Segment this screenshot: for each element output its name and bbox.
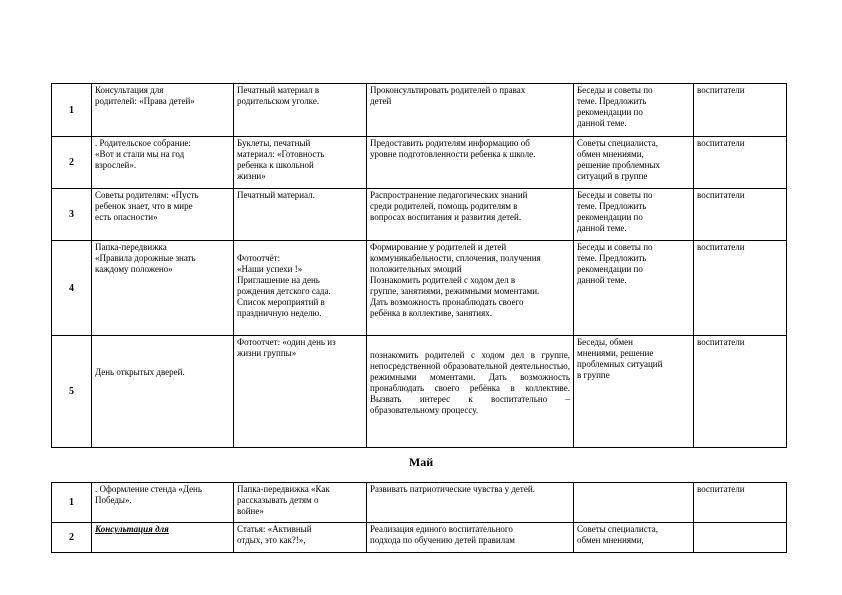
row-number: 1 bbox=[52, 84, 92, 137]
form-cell bbox=[574, 189, 694, 241]
goal-cell bbox=[367, 241, 574, 336]
responsible-cell: воспитатели bbox=[694, 483, 787, 523]
goal-cell-line: Формирование у родителей и детей bbox=[370, 242, 507, 252]
may-plan-table bbox=[51, 482, 787, 553]
form-cell bbox=[574, 84, 694, 137]
table-row bbox=[52, 137, 787, 189]
event-cell bbox=[92, 336, 234, 448]
goal-cell-line: Предоставить родителям информацию об bbox=[370, 138, 530, 148]
material-cell-line: отдых, это как?!», bbox=[237, 535, 306, 545]
material-cell-line: Печатный материал в bbox=[237, 85, 320, 95]
material-cell-line: рассказывать детям о bbox=[237, 495, 319, 505]
material-cell-line: жизни» bbox=[237, 171, 266, 181]
goal-cell: познакомить родителей с ходом дел в группе, непосредственной образовательной деятельностью, режимными моментами. Дать возможность пронаблюдать своего ребёнка в коллективе. Вызвать интерес к воспитательно – образовательному процессу. bbox=[367, 336, 574, 448]
event-cell-line: Папка-передвижка bbox=[95, 242, 167, 252]
form-cell-line: Беседы и советы по bbox=[577, 85, 653, 95]
event-cell-line: . Родительское собрание: bbox=[95, 138, 191, 148]
form-cell-line: мнениями, решение bbox=[577, 348, 654, 358]
event-cell-line: Победы». bbox=[95, 495, 132, 505]
goal-cell-line: коммуникабельности, сплочения, получения bbox=[370, 253, 541, 263]
goal-cell-line: положительных эмоций bbox=[370, 264, 462, 274]
goal-cell bbox=[367, 523, 574, 553]
goal-cell bbox=[367, 84, 574, 137]
form-cell bbox=[574, 336, 694, 448]
row-number: 3 bbox=[52, 189, 92, 241]
event-cell bbox=[92, 189, 234, 241]
responsible-cell: воспитатели bbox=[694, 137, 787, 189]
goal-cell-line: уровне подготовленности ребенка к школе. bbox=[370, 149, 536, 159]
goal-cell-line: Развивать патриотические чувства у детей. bbox=[370, 484, 535, 494]
goal-cell-line: ребёнка в коллективе, занятиях. bbox=[370, 308, 492, 318]
material-cell bbox=[234, 189, 367, 241]
form-cell bbox=[574, 523, 694, 553]
event-cell bbox=[92, 523, 234, 553]
event-cell bbox=[92, 84, 234, 137]
event-cell bbox=[92, 483, 234, 523]
form-cell-line: рекомендации по bbox=[577, 212, 643, 222]
material-cell-line: Буклеты, печатный bbox=[237, 138, 311, 148]
goal-cell bbox=[367, 483, 574, 523]
form-cell bbox=[574, 137, 694, 189]
form-cell-line: теме. Предложить bbox=[577, 201, 647, 211]
material-cell-line: родительском уголке. bbox=[237, 96, 320, 106]
material-cell bbox=[234, 336, 367, 448]
material-cell-line: Фотоотчет: «один день из bbox=[237, 337, 336, 347]
responsible-cell: воспитатели bbox=[694, 336, 787, 448]
responsible-cell: воспитатели bbox=[694, 189, 787, 241]
material-cell bbox=[234, 483, 367, 523]
material-cell bbox=[234, 137, 367, 189]
form-cell-line: обмен мнениями, bbox=[577, 149, 644, 159]
row-number: 2 bbox=[52, 523, 92, 553]
event-cell-line: взрослей». bbox=[95, 160, 137, 170]
material-cell-line: Папка-передвижка «Как bbox=[237, 484, 330, 494]
plan-table bbox=[51, 83, 787, 448]
plan-table-body bbox=[52, 84, 787, 448]
goal-cell-line: детей bbox=[370, 96, 392, 106]
responsible-cell: воспитатели bbox=[694, 241, 787, 336]
form-cell bbox=[574, 483, 694, 523]
event-cell-line: «Вот и стали мы на год bbox=[95, 149, 185, 159]
form-cell-line: данной теме. bbox=[577, 118, 627, 128]
event-cell-line: каждому положено» bbox=[95, 264, 173, 274]
material-cell-line: ребенка к школьной bbox=[237, 160, 314, 170]
spacer bbox=[95, 275, 230, 286]
form-cell-line: данной теме. bbox=[577, 275, 627, 285]
form-cell-line: Советы специалиста, bbox=[577, 138, 659, 148]
form-cell-line: Беседы и советы по bbox=[577, 190, 653, 200]
form-cell-line: проблемных ситуаций bbox=[577, 359, 663, 369]
event-cell bbox=[92, 137, 234, 189]
material-cell bbox=[234, 523, 367, 553]
table-row bbox=[52, 241, 787, 336]
goal-cell bbox=[367, 189, 574, 241]
material-cell-line: Приглашение на день bbox=[237, 275, 320, 285]
form-cell-line: в группе bbox=[577, 370, 610, 380]
goal-cell-line: Распространение педагогических знаний bbox=[370, 190, 528, 200]
form-cell-line: ситуаций в группе bbox=[577, 171, 648, 181]
section-title: Май bbox=[408, 455, 434, 469]
event-cell-line: ребенок знает, что в мире bbox=[95, 201, 193, 211]
goal-cell-line: Дать возможность пронаблюдать своего bbox=[370, 297, 524, 307]
event-cell-line: Консультация для bbox=[95, 524, 169, 534]
event-cell-line: Советы родителям: «Пусть bbox=[95, 190, 199, 200]
form-cell-line: Беседы, обмен bbox=[577, 337, 633, 347]
material-cell-line: материал: «Готовность bbox=[237, 149, 325, 159]
goal-cell bbox=[367, 137, 574, 189]
responsible-cell bbox=[694, 523, 787, 553]
responsible-cell: воспитатели bbox=[694, 84, 787, 137]
goal-cell-line: подхода по обучению детей правилам bbox=[370, 535, 515, 545]
material-cell-line: Печатный материал. bbox=[237, 190, 315, 200]
material-cell-line: праздничную неделю. bbox=[237, 308, 322, 318]
goal-cell-line: среди родителей, помощь родителям в bbox=[370, 201, 518, 211]
form-cell-line: данной теме. bbox=[577, 223, 627, 233]
goal-cell-line: вопросах воспитания и развития детей. bbox=[370, 212, 522, 222]
material-cell bbox=[234, 241, 367, 336]
material-cell-line: рождения детского сада. bbox=[237, 286, 331, 296]
form-cell-line: обмен мнениями, bbox=[577, 535, 644, 545]
form-cell-line: теме. Предложить bbox=[577, 253, 647, 263]
table-row bbox=[52, 523, 787, 553]
goal-cell-line: группе, занятиями, режимными моментами. bbox=[370, 286, 540, 296]
table-row bbox=[52, 189, 787, 241]
form-cell-line: рекомендации по bbox=[577, 107, 643, 117]
event-cell-line: День открытых дверей. bbox=[95, 366, 185, 377]
material-cell-line: войне» bbox=[237, 506, 264, 516]
table-row bbox=[52, 336, 787, 448]
event-cell-line: «Правила дорожные знать bbox=[95, 253, 196, 263]
goal-cell-line: Проконсультировать родителей о правах bbox=[370, 85, 526, 95]
form-cell-line: теме. Предложить bbox=[577, 96, 647, 106]
form-cell-line: Советы специалиста, bbox=[577, 524, 659, 534]
event-cell-line: . Оформление стенда «День bbox=[95, 484, 202, 494]
event-cell bbox=[92, 241, 234, 336]
material-cell-line: Статья: «Активный bbox=[237, 524, 312, 534]
form-cell bbox=[574, 241, 694, 336]
form-cell-line: Беседы и советы по bbox=[577, 242, 653, 252]
goal-cell-line: Познакомить родителей с ходом дел в bbox=[370, 275, 516, 285]
row-number: 4 bbox=[52, 241, 92, 336]
form-cell-line: решение проблемных bbox=[577, 160, 661, 170]
may-plan-table-body bbox=[52, 483, 787, 553]
goal-cell-line: Реализация единого воспитательного bbox=[370, 524, 513, 534]
material-cell-line: Список мероприятий в bbox=[237, 297, 325, 307]
material-cell-line: «Наши успехи !» bbox=[237, 264, 303, 274]
material-cell-line: Фотоотчёт: bbox=[237, 253, 281, 263]
spacer bbox=[237, 242, 363, 253]
table-row bbox=[52, 483, 787, 523]
material-cell bbox=[234, 84, 367, 137]
table-row bbox=[52, 84, 787, 137]
row-number: 2 bbox=[52, 137, 92, 189]
event-cell-line: есть опасности» bbox=[95, 212, 158, 222]
row-number: 5 bbox=[52, 336, 92, 448]
event-cell-line: Консультация для bbox=[95, 85, 164, 95]
event-cell-line: родителей: «Права детей» bbox=[95, 96, 195, 106]
row-number: 1 bbox=[52, 483, 92, 523]
form-cell-line: рекомендации по bbox=[577, 264, 643, 274]
material-cell-line: жизни группы» bbox=[237, 348, 297, 358]
